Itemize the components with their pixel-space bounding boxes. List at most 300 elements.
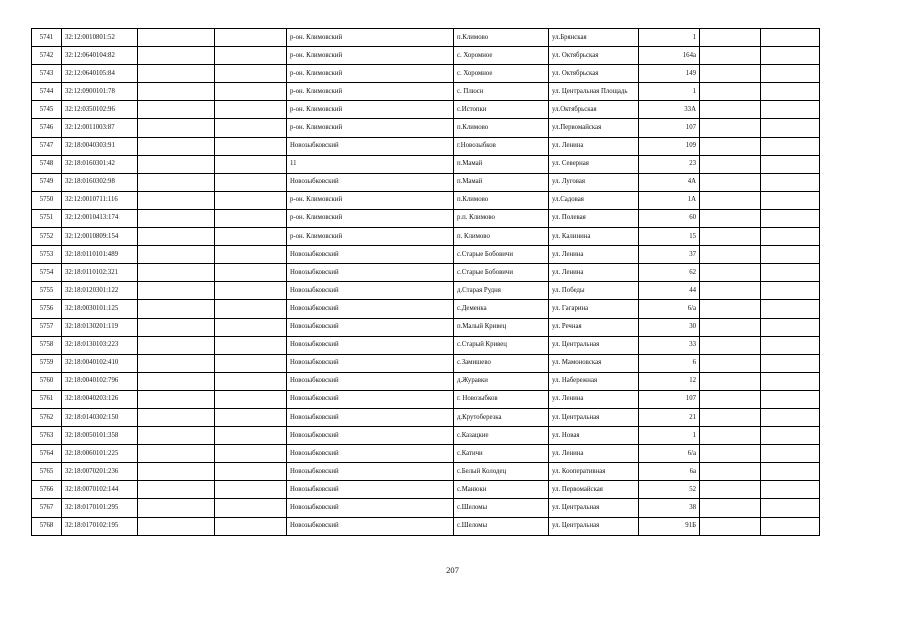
cell-empty xyxy=(138,137,215,155)
cell-locality: с.Шеломы xyxy=(454,517,549,535)
cell-street: ул. Речная xyxy=(549,318,639,336)
cell-empty xyxy=(761,101,820,119)
cell-house-number: 37 xyxy=(639,246,700,264)
cell-record-number: 5744 xyxy=(32,83,62,101)
cell-house-number: 4А xyxy=(639,173,700,191)
cell-district: Новозыбковский xyxy=(287,408,454,426)
table-row xyxy=(32,282,820,300)
cell-record-number: 5753 xyxy=(32,246,62,264)
cell-empty xyxy=(215,390,287,408)
cell-empty xyxy=(761,445,820,463)
cell-cadastral-number: 32:18:0120301:122 xyxy=(62,282,138,300)
cell-empty xyxy=(761,137,820,155)
cell-empty xyxy=(215,65,287,83)
cell-district: Новозыбковский xyxy=(287,445,454,463)
cell-district: Новозыбковский xyxy=(287,427,454,445)
cell-house-number: 15 xyxy=(639,228,700,246)
cell-empty xyxy=(138,282,215,300)
cell-district: р-он. Климовский xyxy=(287,65,454,83)
cell-house-number: 30 xyxy=(639,318,700,336)
cell-empty xyxy=(700,300,761,318)
cell-district: р-он. Климовский xyxy=(287,47,454,65)
cell-street: ул.Первомайская xyxy=(549,119,639,137)
cell-district: Новозыбковский xyxy=(287,354,454,372)
cell-empty xyxy=(700,209,761,227)
cell-empty xyxy=(215,372,287,390)
table-row xyxy=(32,517,820,535)
cell-street: ул. Центральная Площадь xyxy=(549,83,639,101)
cell-empty xyxy=(761,499,820,517)
cell-cadastral-number: 32:12:0640104:82 xyxy=(62,47,138,65)
cell-street: ул. Октябрьская xyxy=(549,65,639,83)
cell-empty xyxy=(215,83,287,101)
cell-locality: п.Климово xyxy=(454,119,549,137)
cell-district: Новозыбковский xyxy=(287,300,454,318)
cell-district: р-он. Климовский xyxy=(287,29,454,47)
cell-locality: с.Казацкие xyxy=(454,427,549,445)
cell-cadastral-number: 32:18:0170101:295 xyxy=(62,499,138,517)
cell-record-number: 5761 xyxy=(32,390,62,408)
cell-record-number: 5765 xyxy=(32,463,62,481)
cell-empty xyxy=(138,191,215,209)
cell-record-number: 5768 xyxy=(32,517,62,535)
cell-locality: с. Хоромное xyxy=(454,47,549,65)
cell-empty xyxy=(215,427,287,445)
cell-cadastral-number: 32:12:0010711:116 xyxy=(62,191,138,209)
cell-house-number: 164а xyxy=(639,47,700,65)
cell-street: ул. Северная xyxy=(549,155,639,173)
cell-empty xyxy=(761,29,820,47)
table-row xyxy=(32,65,820,83)
cell-empty xyxy=(700,445,761,463)
cell-locality: п.Климово xyxy=(454,191,549,209)
cell-record-number: 5749 xyxy=(32,173,62,191)
cell-street: ул. Ленина xyxy=(549,264,639,282)
cell-empty xyxy=(700,155,761,173)
cell-district: р-он. Климовский xyxy=(287,83,454,101)
cell-house-number: 1 xyxy=(639,427,700,445)
table-row xyxy=(32,445,820,463)
cell-locality: с.Замишево xyxy=(454,354,549,372)
cell-cadastral-number: 32:12:0350102:96 xyxy=(62,101,138,119)
cell-street: ул. Новая xyxy=(549,427,639,445)
cell-empty xyxy=(215,354,287,372)
cell-street: ул. Центральная xyxy=(549,517,639,535)
cell-empty xyxy=(761,65,820,83)
cell-cadastral-number: 32:18:0070102:144 xyxy=(62,481,138,499)
cell-empty xyxy=(700,191,761,209)
cell-empty xyxy=(700,101,761,119)
cell-empty xyxy=(138,372,215,390)
cell-empty xyxy=(700,408,761,426)
cell-empty xyxy=(215,300,287,318)
cell-street: ул. Первомайская xyxy=(549,481,639,499)
cell-empty xyxy=(761,209,820,227)
cell-empty xyxy=(761,300,820,318)
cell-cadastral-number: 32:12:0010801:52 xyxy=(62,29,138,47)
cell-empty xyxy=(700,336,761,354)
cell-street: ул. Калинина xyxy=(549,228,639,246)
cell-empty xyxy=(761,191,820,209)
cell-street: ул. Кооперативная xyxy=(549,463,639,481)
cell-house-number: 21 xyxy=(639,408,700,426)
cell-locality: п. Климово xyxy=(454,228,549,246)
table-row xyxy=(32,209,820,227)
table-row xyxy=(32,228,820,246)
cell-empty xyxy=(761,390,820,408)
cell-empty xyxy=(138,173,215,191)
cell-empty xyxy=(761,517,820,535)
cell-empty xyxy=(761,264,820,282)
cell-record-number: 5748 xyxy=(32,155,62,173)
cell-district: р-он. Климовский xyxy=(287,101,454,119)
table-row xyxy=(32,336,820,354)
cell-street: ул. Центральная xyxy=(549,336,639,354)
cell-street: ул. Мамоновская xyxy=(549,354,639,372)
cell-cadastral-number: 32:12:0640105:84 xyxy=(62,65,138,83)
cell-empty xyxy=(761,318,820,336)
cell-empty xyxy=(215,29,287,47)
cell-record-number: 5764 xyxy=(32,445,62,463)
table-row xyxy=(32,318,820,336)
cell-house-number: 6/а xyxy=(639,300,700,318)
cell-street: ул. Полевая xyxy=(549,209,639,227)
cell-district: Новозыбковский xyxy=(287,336,454,354)
cell-street: ул.Октябрьская xyxy=(549,101,639,119)
cell-record-number: 5762 xyxy=(32,408,62,426)
cell-empty xyxy=(215,191,287,209)
table-row xyxy=(32,463,820,481)
cell-empty xyxy=(215,336,287,354)
table-row xyxy=(32,83,820,101)
cell-empty xyxy=(138,119,215,137)
cell-house-number: 6 xyxy=(639,354,700,372)
table-row xyxy=(32,101,820,119)
cell-locality: п.Мамай xyxy=(454,173,549,191)
cell-empty xyxy=(138,101,215,119)
cell-empty xyxy=(138,445,215,463)
cell-empty xyxy=(138,354,215,372)
cell-house-number: 107 xyxy=(639,390,700,408)
cell-locality: п.Малый Кривец xyxy=(454,318,549,336)
cell-locality: с.Старый Кривец xyxy=(454,336,549,354)
cell-empty xyxy=(700,65,761,83)
cell-empty xyxy=(761,282,820,300)
table-row xyxy=(32,300,820,318)
cell-empty xyxy=(761,228,820,246)
cell-empty xyxy=(700,463,761,481)
cell-empty xyxy=(215,264,287,282)
cell-locality: с. Плюсн xyxy=(454,83,549,101)
cell-cadastral-number: 32:18:0110101:489 xyxy=(62,246,138,264)
cell-cadastral-number: 32:18:0040102:410 xyxy=(62,354,138,372)
cell-house-number: 1 xyxy=(639,83,700,101)
cell-empty xyxy=(700,119,761,137)
cell-house-number: 23 xyxy=(639,155,700,173)
cell-house-number: 1 xyxy=(639,29,700,47)
cell-street: ул. Луговая xyxy=(549,173,639,191)
cell-locality: д.Крутоберезка xyxy=(454,408,549,426)
table-row xyxy=(32,191,820,209)
table-row xyxy=(32,264,820,282)
cell-district: Новозыбковский xyxy=(287,372,454,390)
cell-locality: с.Катичи xyxy=(454,445,549,463)
cell-street: ул.Садовая xyxy=(549,191,639,209)
cell-empty xyxy=(138,65,215,83)
cell-district: Новозыбковский xyxy=(287,282,454,300)
cell-cadastral-number: 32:18:0130201:119 xyxy=(62,318,138,336)
cell-record-number: 5742 xyxy=(32,47,62,65)
cell-empty xyxy=(138,318,215,336)
cell-record-number: 5760 xyxy=(32,372,62,390)
cell-house-number: 33 xyxy=(639,336,700,354)
cell-cadastral-number: 32:18:0040102:796 xyxy=(62,372,138,390)
table-row xyxy=(32,155,820,173)
cell-record-number: 5752 xyxy=(32,228,62,246)
cell-empty xyxy=(700,173,761,191)
cell-empty xyxy=(761,336,820,354)
cell-street: ул. Октябрьская xyxy=(549,47,639,65)
cell-empty xyxy=(138,228,215,246)
registry-table-body xyxy=(32,29,820,536)
cell-empty xyxy=(761,83,820,101)
cell-house-number: 60 xyxy=(639,209,700,227)
cell-empty xyxy=(700,246,761,264)
cell-empty xyxy=(138,463,215,481)
cell-locality: д.Старая Рудня xyxy=(454,282,549,300)
cell-empty xyxy=(138,300,215,318)
cell-record-number: 5757 xyxy=(32,318,62,336)
cell-street: ул. Победы xyxy=(549,282,639,300)
cell-locality: с.Шеломы xyxy=(454,499,549,517)
cell-street: ул.Брянская xyxy=(549,29,639,47)
cell-record-number: 5747 xyxy=(32,137,62,155)
cell-record-number: 5754 xyxy=(32,264,62,282)
cell-locality: д.Журавки xyxy=(454,372,549,390)
cell-district: р-он. Климовский xyxy=(287,119,454,137)
cell-district: р-он. Климовский xyxy=(287,191,454,209)
cell-cadastral-number: 32:18:0030101:125 xyxy=(62,300,138,318)
cell-empty xyxy=(700,427,761,445)
cell-empty xyxy=(761,119,820,137)
cell-house-number: 12 xyxy=(639,372,700,390)
table-row xyxy=(32,29,820,47)
cell-empty xyxy=(215,47,287,65)
cell-empty xyxy=(761,47,820,65)
registry-table xyxy=(31,28,820,536)
cell-empty xyxy=(761,246,820,264)
cell-empty xyxy=(215,481,287,499)
cell-empty xyxy=(700,517,761,535)
cell-locality: р.п. Климово xyxy=(454,209,549,227)
cell-district: Новозыбковский xyxy=(287,264,454,282)
cell-house-number: 6а xyxy=(639,463,700,481)
cell-street: ул. Ленина xyxy=(549,390,639,408)
cell-empty xyxy=(215,408,287,426)
cell-record-number: 5766 xyxy=(32,481,62,499)
table-row xyxy=(32,390,820,408)
cell-locality: с.Деменка xyxy=(454,300,549,318)
table-row xyxy=(32,246,820,264)
cell-district: Новозыбковский xyxy=(287,137,454,155)
cell-empty xyxy=(215,318,287,336)
cell-empty xyxy=(138,517,215,535)
cell-empty xyxy=(215,137,287,155)
cell-empty xyxy=(215,282,287,300)
cell-empty xyxy=(215,101,287,119)
cell-district: Новозыбковский xyxy=(287,499,454,517)
cell-cadastral-number: 32:18:0160301:42 xyxy=(62,155,138,173)
cell-empty xyxy=(700,282,761,300)
cell-empty xyxy=(700,83,761,101)
cell-district: Новозыбковский xyxy=(287,318,454,336)
cell-empty xyxy=(138,499,215,517)
cell-empty xyxy=(700,137,761,155)
cell-empty xyxy=(761,155,820,173)
cell-district: 11 xyxy=(287,155,454,173)
table-row xyxy=(32,499,820,517)
cell-empty xyxy=(215,155,287,173)
table-row xyxy=(32,119,820,137)
cell-locality: г. Новозыбков xyxy=(454,390,549,408)
cell-house-number: 38 xyxy=(639,499,700,517)
cell-district: Новозыбковский xyxy=(287,173,454,191)
table-row xyxy=(32,408,820,426)
table-row xyxy=(32,137,820,155)
cell-empty xyxy=(215,119,287,137)
cell-record-number: 5758 xyxy=(32,336,62,354)
cell-locality: с.Белый Колодец xyxy=(454,463,549,481)
cell-street: ул. Набережная xyxy=(549,372,639,390)
cell-empty xyxy=(761,427,820,445)
cell-house-number: 52 xyxy=(639,481,700,499)
table-row xyxy=(32,173,820,191)
cell-empty xyxy=(215,209,287,227)
cell-empty xyxy=(138,481,215,499)
cell-house-number: 6/а xyxy=(639,445,700,463)
cell-street: ул. Ленина xyxy=(549,445,639,463)
cell-record-number: 5750 xyxy=(32,191,62,209)
cell-empty xyxy=(138,264,215,282)
cell-locality: п.Мамай xyxy=(454,155,549,173)
cell-empty xyxy=(700,318,761,336)
cell-record-number: 5743 xyxy=(32,65,62,83)
cell-district: Новозыбковский xyxy=(287,246,454,264)
cell-record-number: 5767 xyxy=(32,499,62,517)
cell-empty xyxy=(138,246,215,264)
cell-empty xyxy=(138,47,215,65)
cell-cadastral-number: 32:18:0110102:321 xyxy=(62,264,138,282)
cell-house-number: 33А xyxy=(639,101,700,119)
cell-house-number: 109 xyxy=(639,137,700,155)
cell-district: р-он. Климовский xyxy=(287,209,454,227)
table-row xyxy=(32,372,820,390)
cell-record-number: 5755 xyxy=(32,282,62,300)
table-row xyxy=(32,47,820,65)
cell-record-number: 5745 xyxy=(32,101,62,119)
cell-cadastral-number: 32:18:0050101:358 xyxy=(62,427,138,445)
cell-street: ул. Ленина xyxy=(549,246,639,264)
cell-cadastral-number: 32:12:0010809:154 xyxy=(62,228,138,246)
cell-empty xyxy=(138,155,215,173)
cell-empty xyxy=(215,463,287,481)
cell-empty xyxy=(700,481,761,499)
cell-street: ул. Гагарина xyxy=(549,300,639,318)
cell-house-number: 44 xyxy=(639,282,700,300)
cell-district: Новозыбковский xyxy=(287,481,454,499)
cell-empty xyxy=(700,354,761,372)
cell-empty xyxy=(761,354,820,372)
cell-cadastral-number: 32:18:0160302:98 xyxy=(62,173,138,191)
cell-empty xyxy=(700,499,761,517)
cell-locality: п.Климово xyxy=(454,29,549,47)
cell-empty xyxy=(215,445,287,463)
cell-cadastral-number: 32:12:0011003:87 xyxy=(62,119,138,137)
cell-street: ул. Центральная xyxy=(549,499,639,517)
cell-house-number: 91Б xyxy=(639,517,700,535)
cell-district: р-он. Климовский xyxy=(287,228,454,246)
table-row xyxy=(32,427,820,445)
cell-locality: г.Новозыбков xyxy=(454,137,549,155)
cell-house-number: 107 xyxy=(639,119,700,137)
cell-cadastral-number: 32:12:0900101:78 xyxy=(62,83,138,101)
cell-empty xyxy=(138,29,215,47)
cell-locality: с. Хоромное xyxy=(454,65,549,83)
cell-cadastral-number: 32:18:0130103:223 xyxy=(62,336,138,354)
cell-empty xyxy=(700,29,761,47)
cell-empty xyxy=(138,209,215,227)
cell-empty xyxy=(761,408,820,426)
table-row xyxy=(32,354,820,372)
cell-empty xyxy=(761,463,820,481)
cell-district: Новозыбковский xyxy=(287,390,454,408)
cell-district: Новозыбковский xyxy=(287,463,454,481)
cell-street: ул. Ленина xyxy=(549,137,639,155)
cell-empty xyxy=(215,517,287,535)
cell-record-number: 5746 xyxy=(32,119,62,137)
cell-house-number: 62 xyxy=(639,264,700,282)
cell-locality: с.Манюки xyxy=(454,481,549,499)
cell-record-number: 5759 xyxy=(32,354,62,372)
cell-locality: с.Старые Бобовичи xyxy=(454,264,549,282)
cell-empty xyxy=(215,246,287,264)
cell-record-number: 5763 xyxy=(32,427,62,445)
cell-district: Новозыбковский xyxy=(287,517,454,535)
cell-empty xyxy=(700,47,761,65)
cell-empty xyxy=(761,372,820,390)
cell-empty xyxy=(215,499,287,517)
cell-cadastral-number: 32:18:0070201:236 xyxy=(62,463,138,481)
cell-cadastral-number: 32:18:0060101:225 xyxy=(62,445,138,463)
cell-locality: с.Истопки xyxy=(454,101,549,119)
cell-empty xyxy=(700,228,761,246)
cell-empty xyxy=(700,372,761,390)
cell-house-number: 149 xyxy=(639,65,700,83)
cell-record-number: 5751 xyxy=(32,209,62,227)
cell-empty xyxy=(761,481,820,499)
cell-empty xyxy=(138,408,215,426)
cell-empty xyxy=(700,390,761,408)
cell-empty xyxy=(138,83,215,101)
cell-empty xyxy=(138,390,215,408)
cell-cadastral-number: 32:18:0040303:91 xyxy=(62,137,138,155)
cell-record-number: 5741 xyxy=(32,29,62,47)
cell-house-number: 1А xyxy=(639,191,700,209)
cell-record-number: 5756 xyxy=(32,300,62,318)
cell-locality: с.Старые Бобовичи xyxy=(454,246,549,264)
cell-empty xyxy=(138,427,215,445)
cell-empty xyxy=(138,336,215,354)
